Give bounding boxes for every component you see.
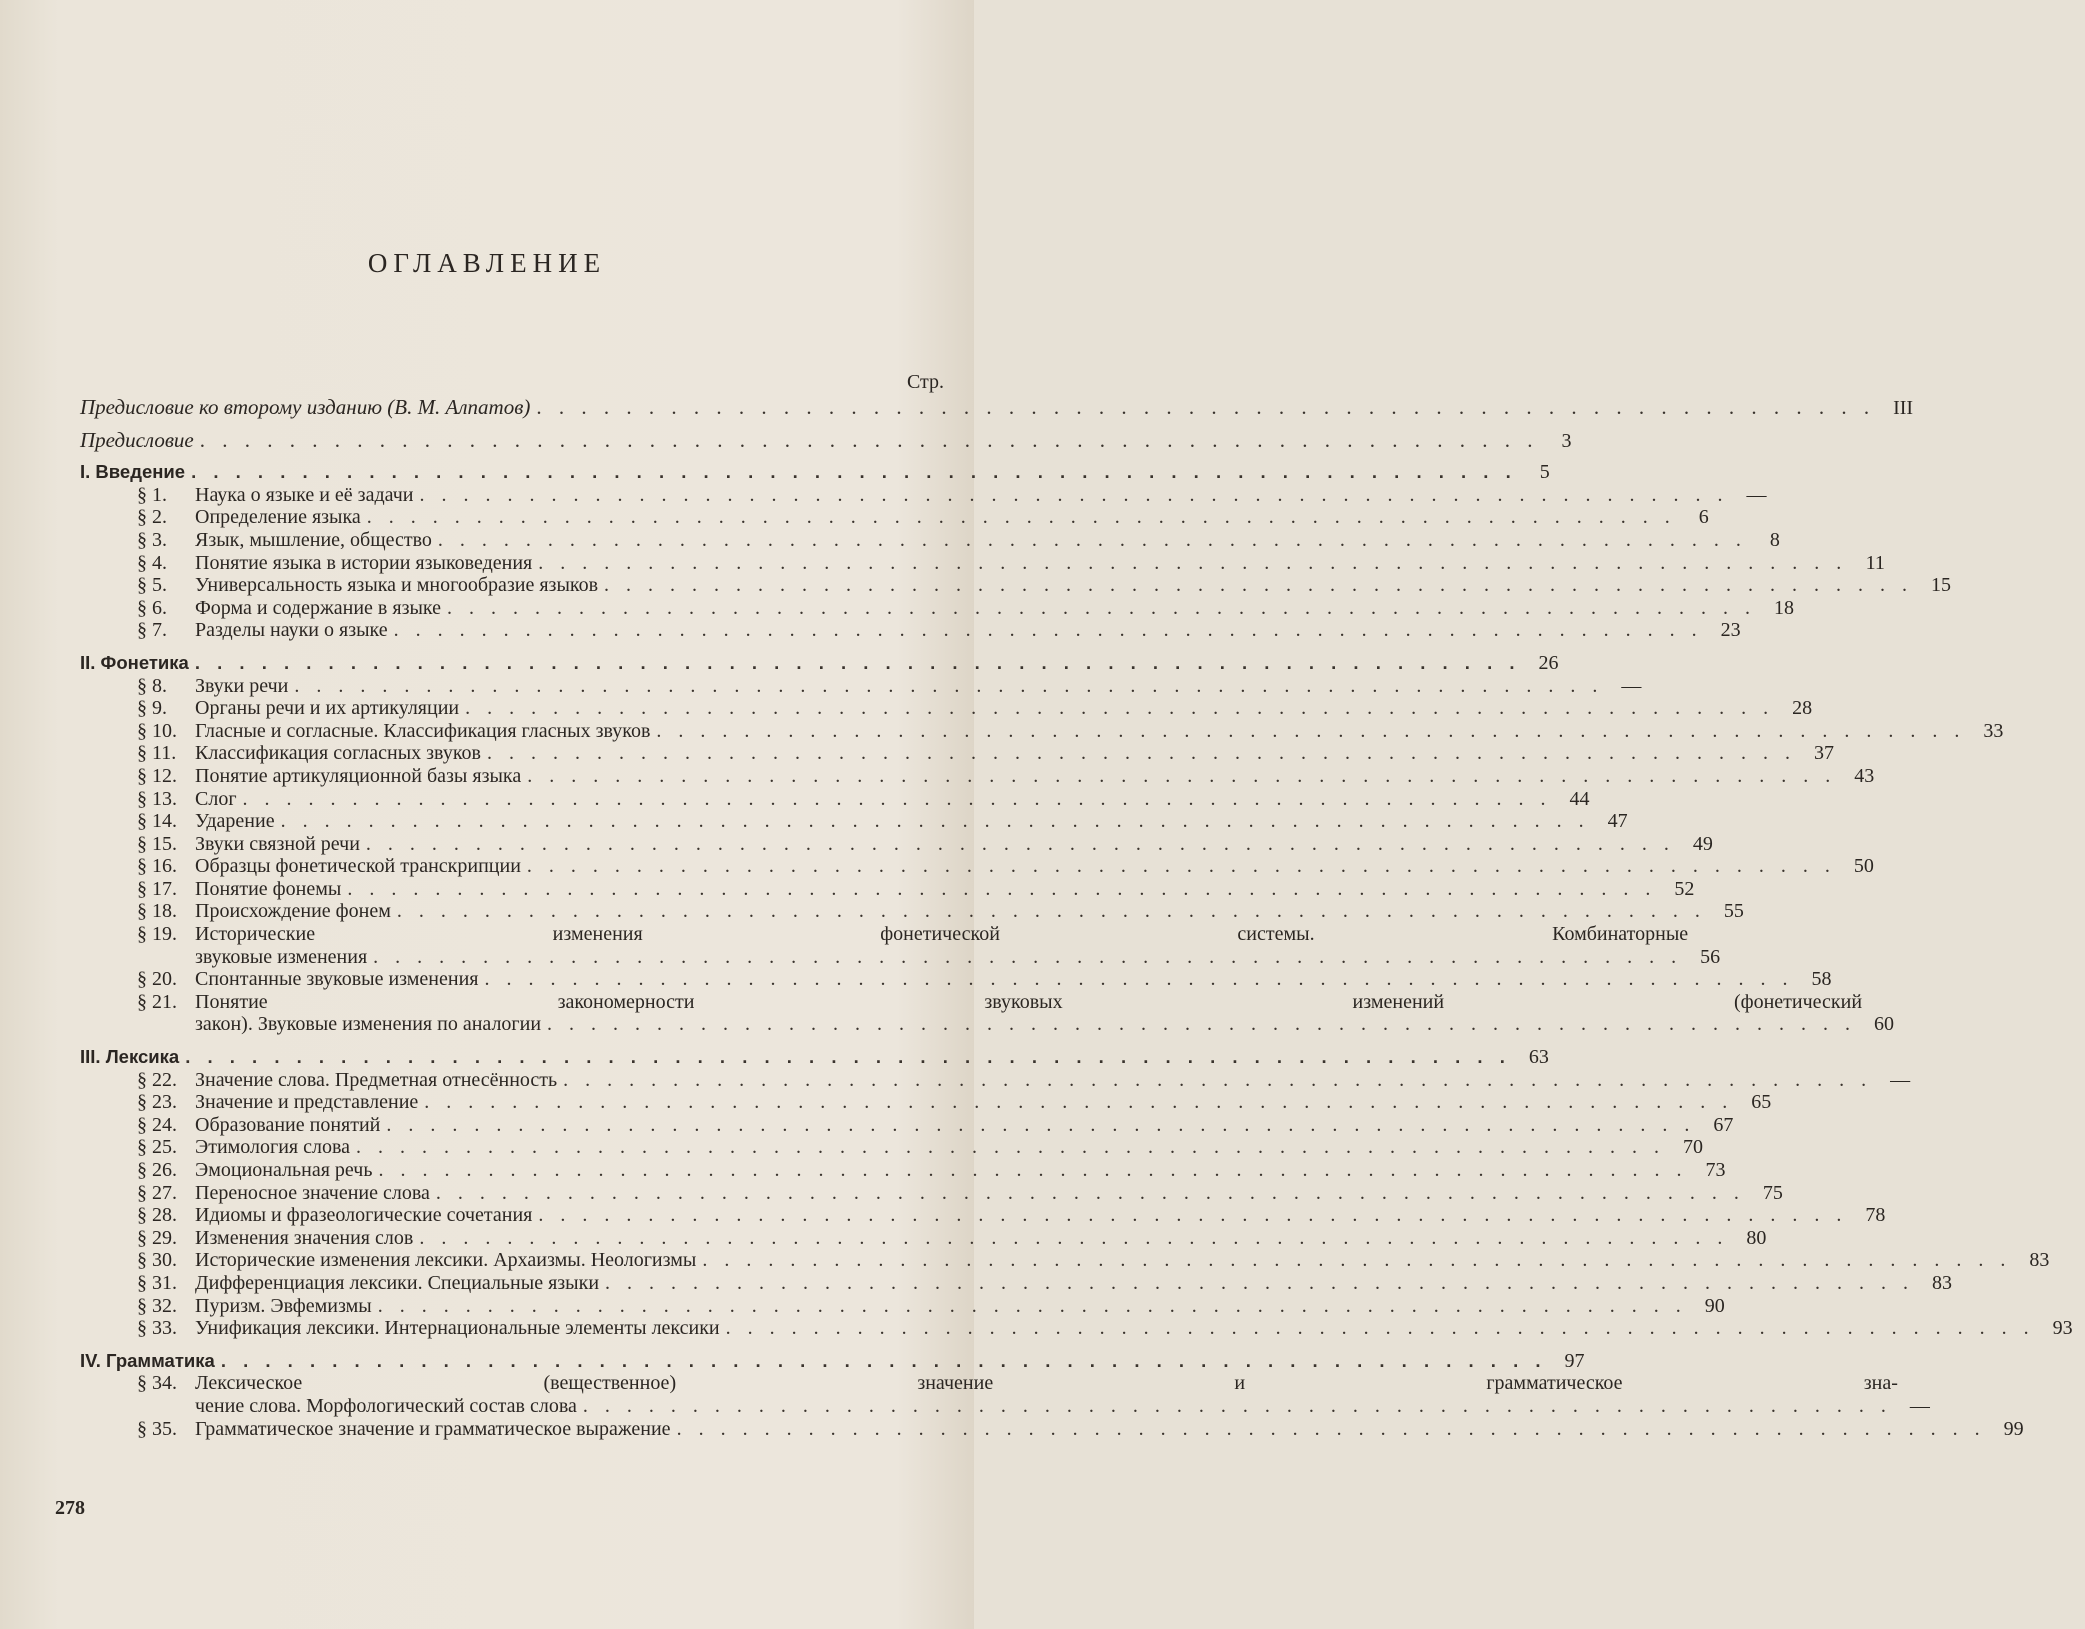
dot-leader: . . . . . . . . . . . . . . . . . . . . . . . . . . . . . . . . . . . . . . . . . . . . . . . . . . . . . . . . . . . . [447, 596, 1757, 619]
section-title: Звуки связной речи [195, 832, 360, 855]
section-page: 37 [1813, 742, 1834, 765]
chapter-page: 63 [1528, 1046, 1549, 1069]
dot-leader: . . . . . . . . . . . . . . . . . . . . . . . . . . . . . . . . . . . . . . . . . . . . . . . . . . . . . . . . . . . . [437, 528, 1747, 551]
chapter-title: I. Введение [80, 461, 186, 483]
section-number: § 25. [137, 1136, 177, 1159]
toc-section [80, 1249, 2050, 1272]
section-page: 75 [1762, 1181, 1783, 1204]
dot-leader: . . . . . . . . . . . . . . . . . . . . . . . . . . . . . . . . . . . . . . . . . . . . . . . . . . . . . . . . . . . . [373, 945, 1683, 968]
toc-chapter [80, 1046, 1549, 1069]
dot-leader: . . . . . . . . . . . . . . . . . . . . . . . . . . . . . . . . . . . . . . . . . . . . . . . . . . . . . . . . . . . . [604, 574, 1914, 597]
chapter-page: 97 [1564, 1349, 1585, 1372]
dot-leader: . . . . . . . . . . . . . . . . . . . . . . . . . . . . . . . . . . . . . . . . . . . . . . . . . . . . . . . . . . . . [242, 787, 1552, 810]
section-number: § 23. [137, 1091, 177, 1114]
section-number: § 5. [137, 574, 167, 597]
dot-leader: . . . . . . . . . . . . . . . . . . . . . . . . . . . . . . . . . . . . . . . . . . . . . . . . . . . . . . . . . . . . [347, 877, 1657, 900]
section-title: Понятие артикуляционной базы языка [195, 764, 522, 787]
toc-section [80, 697, 1813, 720]
section-title: Слог [195, 787, 237, 810]
toc-section [80, 1181, 1783, 1205]
section-title: Изменения значения слов [195, 1226, 414, 1249]
section-number: § 33. [137, 1317, 177, 1340]
section-page: — [1890, 1068, 1911, 1091]
toc-section [80, 1226, 1767, 1250]
section-title-line: звуковые изменения [195, 945, 368, 968]
section-number: § 29. [137, 1226, 177, 1249]
section-title-line: Понятие закономерности звуковых изменений (фонетический [195, 990, 1863, 1013]
section-page: 80 [1746, 1226, 1767, 1249]
dot-leader: . . . . . . . . . . . . . . . . . . . . . . . . . . . . . . . . . . . . . . . . . . . . . . . . . . . . . . . . . . . . [393, 619, 1703, 642]
section-page: 83 [1932, 1271, 1953, 1294]
section-title-line: Лексическое (вещественное) значение и грамматическое зна- [195, 1372, 1898, 1395]
section-number: § 16. [137, 855, 177, 878]
section-page: 44 [1569, 787, 1590, 810]
toc-section [80, 1317, 2073, 1340]
chapter-title: III. Лексика [80, 1046, 180, 1068]
dot-leader: . . . . . . . . . . . . . . . . . . . . . . . . . . . . . . . . . . . . . . . . . . . . . . . . . . . . . . . . . . . . [294, 674, 1604, 697]
section-page: 70 [1683, 1136, 1704, 1159]
section-page: 49 [1692, 832, 1713, 855]
section-number: § 12. [137, 764, 177, 787]
toc-section [80, 619, 1741, 642]
section-page: 93 [2052, 1317, 2073, 1340]
section-title: Значение и представление [195, 1091, 419, 1114]
toc-section [80, 900, 1744, 923]
section-page: 58 [1811, 968, 1832, 991]
toc-section [80, 968, 1832, 991]
section-title: Гласные и согласные. Классификация гласных звуков [195, 719, 651, 742]
section-page: 43 [1854, 764, 1875, 787]
section-title: Ударение [195, 810, 275, 833]
section-number: § 32. [137, 1294, 177, 1317]
section-page: 50 [1853, 855, 1874, 878]
toc-section [80, 742, 1834, 765]
section-number: § 6. [137, 596, 167, 619]
section-title-block [195, 923, 1732, 968]
section-number: § 28. [137, 1204, 177, 1227]
toc-section [80, 923, 1721, 968]
section-title: Происхождение фонем [195, 900, 391, 923]
section-title: Этимология слова [195, 1136, 351, 1159]
section-title: Форма и содержание в языке [195, 596, 442, 619]
section-title-line-last [195, 1013, 1906, 1036]
toc-chapter [80, 461, 1550, 484]
section-number: § 13. [137, 787, 177, 810]
dot-leader: . . . . . . . . . . . . . . . . . . . . . . . . . . . . . . . . . . . . . . . . . . . . . . . . . . . . . . . . . . . . [386, 1113, 1696, 1136]
section-number: § 21. [137, 990, 177, 1013]
entry-page: 3 [1561, 429, 1572, 452]
section-title: Грамматическое значение и грамматическое выражение [195, 1417, 671, 1440]
dot-leader: . . . . . . . . . . . . . . . . . . . . . . . . . . . . . . . . . . . . . . . . . . . . . . . . . . . . . . . . . . . . [547, 1013, 1857, 1036]
entry-title: Предисловие [80, 427, 194, 452]
section-title-block [195, 991, 1906, 1036]
chapter-page: 5 [1539, 461, 1550, 484]
toc-section [80, 1271, 1953, 1295]
section-title: Понятие фонемы [195, 877, 342, 900]
toc-section [80, 1417, 2024, 1441]
section-title: Образцы фонетической транскрипции [195, 855, 521, 878]
section-number: § 8. [137, 674, 167, 697]
dot-leader: . . . . . . . . . . . . . . . . . . . . . . . . . . . . . . . . . . . . . . . . . . . . . . . . . . . . . . . . . . . . [676, 1417, 1986, 1440]
dot-leader: . . . . . . . . . . . . . . . . . . . . . . . . . . . . . . . . . . . . . . . . . . . . . . . . . . . . . . . . . . . . [191, 461, 1517, 483]
section-page: 67 [1713, 1113, 1734, 1136]
pages-column-label: Стр. [906, 371, 944, 393]
toc-section [80, 1136, 1704, 1159]
section-title: Разделы науки о языке [195, 619, 388, 642]
section-number: § 18. [137, 900, 177, 923]
toc-section [80, 528, 1780, 552]
section-title: Звуки речи [195, 674, 289, 697]
section-title: Универсальность языка и многообразие языков [195, 574, 599, 597]
section-number: § 17. [137, 877, 177, 900]
toc-section [80, 551, 1885, 575]
dot-leader: . . . . . . . . . . . . . . . . . . . . . . . . . . . . . . . . . . . . . . . . . . . . . . . . . . . . . . . . . . . . [435, 1181, 1745, 1204]
dot-leader: . . . . . . . . . . . . . . . . . . . . . . . . . . . . . . . . . . . . . . . . . . . . . . . . . . . . . . . . . . . . [185, 1046, 1511, 1068]
section-number: § 27. [137, 1181, 177, 1204]
section-title: Переносное значение слова [195, 1181, 430, 1204]
dot-leader: . . . . . . . . . . . . . . . . . . . . . . . . . . . . . . . . . . . . . . . . . . . . . . . . . . . . . . . . . . . . [194, 651, 1521, 673]
toc-section [80, 1204, 1886, 1227]
page-number: 278 [55, 1497, 85, 1519]
section-page: 78 [1865, 1204, 1886, 1227]
section-title-line-last [195, 1395, 1942, 1418]
entry-title: Предисловие ко второму изданию (В. М. Алпатов) [80, 395, 531, 419]
dot-leader: . . . . . . . . . . . . . . . . . . . . . . . . . . . . . . . . . . . . . . . . . . . . . . . . . . . . . . . . . . . . [280, 810, 1590, 833]
dot-leader: . . . . . . . . . . . . . . . . . . . . . . . . . . . . . . . . . . . . . . . . . . . . . . . . . . . . . . . . . . . . [465, 697, 1775, 720]
section-number: § 10. [137, 719, 177, 742]
toc-section [80, 764, 1875, 788]
section-page: 8 [1769, 528, 1780, 551]
dot-leader: . . . . . . . . . . . . . . . . . . . . . . . . . . . . . . . . . . . . . . . . . . . . . . . . . . . . . . . . . . . . [484, 968, 1794, 991]
section-title-block [195, 1372, 1942, 1417]
toc-section [80, 832, 1713, 856]
section-page: 55 [1723, 900, 1744, 923]
section-page: 60 [1874, 1013, 1895, 1036]
toc-section [80, 506, 1709, 529]
section-page: 52 [1674, 877, 1695, 900]
toc-section [80, 674, 1642, 698]
section-number: § 24. [137, 1113, 177, 1136]
chapter-title: IV. Грамматика [80, 1349, 215, 1371]
dot-leader: . . . . . . . . . . . . . . . . . . . . . . . . . . . . . . . . . . . . . . . . . . . . . . . . . . . . . . . . . . . . [526, 855, 1836, 878]
section-title: Значение слова. Предметная отнесённость [195, 1068, 558, 1091]
section-title-line-last [195, 946, 1732, 969]
section-title: Определение языка [195, 506, 361, 529]
section-number: § 26. [137, 1159, 177, 1181]
section-page: 90 [1704, 1294, 1725, 1317]
toc-front-entry [80, 395, 1914, 419]
section-page: — [1909, 1394, 1930, 1417]
toc-section [80, 787, 1590, 811]
dot-leader: . . . . . . . . . . . . . . . . . . . . . . . . . . . . . . . . . . . . . . . . . . . . . . . . . . . . . . . . . . . . [366, 506, 1676, 529]
section-page: 56 [1700, 945, 1721, 968]
toc-chapter [80, 1349, 1585, 1373]
section-page: 33 [1983, 719, 2004, 742]
toc-section [80, 719, 2004, 743]
section-page: 73 [1705, 1159, 1726, 1181]
section-number: § 2. [137, 506, 167, 529]
dot-leader: . . . . . . . . . . . . . . . . . . . . . . . . . . . . . . . . . . . . . . . . . . . . . . . . . . . . . . . . . . . . [605, 1271, 1915, 1294]
dot-leader: . . . . . . . . . . . . . . . . . . . . . . . . . . . . . . . . . . . . . . . . . . . . . . . . . . . . . . . . . . . . [486, 742, 1796, 765]
toc-section [80, 990, 1895, 1036]
section-page: 11 [1865, 551, 1885, 574]
dot-leader: . . . . . . . . . . . . . . . . . . . . . . . . . . . . . . . . . . . . . . . . . . . . . . . . . . . . . . . . . . . . [725, 1317, 2035, 1340]
toc-section [80, 1113, 1734, 1137]
toc-section [80, 1091, 1772, 1114]
toc-front-entry [80, 427, 1572, 452]
section-page: 28 [1792, 697, 1813, 720]
section-title: Идиомы и фразеологические сочетания [195, 1204, 533, 1227]
section-number: § 7. [137, 619, 167, 642]
toc-section [80, 810, 1628, 833]
section-number: § 1. [137, 483, 167, 506]
toc-section [80, 483, 1767, 507]
section-title: Спонтанные звуковые изменения [195, 968, 479, 991]
chapter-title: II. Фонетика [80, 651, 189, 673]
dot-leader: . . . . . . . . . . . . . . . . . . . . . . . . . . . . . . . . . . . . . . . . . . . . . . . . . . . . . . . . . . . . [538, 1204, 1848, 1227]
dot-leader: . . . . . . . . . . . . . . . . . . . . . . . . . . . . . . . . . . . . . . . . . . . . . . . . . . . . . . . . . . . . [377, 1294, 1687, 1317]
section-title: Образование понятий [195, 1113, 381, 1136]
dot-leader: . . . . . . . . . . . . . . . . . . . . . . . . . . . . . . . . . . . . . . . . . . . . . . . . . . . . . . . . . . . . [396, 900, 1706, 923]
section-page: 65 [1751, 1091, 1772, 1114]
page-title: ОГЛАВЛЕНИЕ [367, 248, 607, 278]
section-number: § 4. [137, 551, 167, 574]
toc-chapter [80, 651, 1559, 675]
section-page: — [1746, 483, 1767, 506]
section-title: Эмоциональная речь [195, 1159, 373, 1181]
section-page: 23 [1720, 619, 1741, 642]
section-title: Наука о языке и её задачи [195, 483, 414, 506]
chapter-page: 26 [1538, 651, 1559, 674]
section-number: § 3. [137, 528, 167, 551]
dot-leader: . . . . . . . . . . . . . . . . . . . . . . . . . . . . . . . . . . . . . . . . . . . . . . . . . . . . . . . . . . . . [536, 395, 1876, 419]
toc-section [80, 574, 1952, 597]
section-number: § 11. [137, 742, 177, 765]
section-title: Исторические изменения лексики. Архаизмы. Неологизмы [195, 1249, 697, 1272]
entry-page: III [1893, 397, 1914, 419]
dot-leader: . . . . . . . . . . . . . . . . . . . . . . . . . . . . . . . . . . . . . . . . . . . . . . . . . . . . . . . . . . . . [563, 1068, 1873, 1091]
section-number: § 34. [137, 1372, 177, 1395]
dot-leader: . . . . . . . . . . . . . . . . . . . . . . . . . . . . . . . . . . . . . . . . . . . . . . . . . . . . . . . . . . . . [419, 1226, 1729, 1249]
section-title: Пуризм. Эвфемизмы [195, 1294, 372, 1317]
section-page: 6 [1698, 506, 1709, 529]
section-number: § 15. [137, 832, 177, 855]
section-title: Унификация лексики. Интернациональные элементы лексики [195, 1317, 720, 1340]
dot-leader: . . . . . . . . . . . . . . . . . . . . . . . . . . . . . . . . . . . . . . . . . . . . . . . . . . . . . . . . . . . . [378, 1159, 1688, 1181]
section-title: Классификация согласных звуков [195, 742, 481, 765]
section-title-line: Исторические изменения фонетической системы. Комбинаторные [195, 923, 1689, 946]
section-number: § 19. [137, 923, 177, 946]
section-number: § 9. [137, 697, 167, 720]
dot-leader: . . . . . . . . . . . . . . . . . . . . . . . . . . . . . . . . . . . . . . . . . . . . . . . . . . . . . . . . . . . . [702, 1249, 2012, 1272]
section-page: 15 [1931, 574, 1952, 597]
section-page: 83 [2029, 1249, 2050, 1272]
toc-section [80, 855, 1874, 878]
table-of-contents [80, 395, 2073, 1440]
section-title-line: закон). Звуковые изменения по аналогии [195, 1013, 542, 1036]
section-page: 18 [1774, 596, 1795, 619]
dot-leader: . . . . . . . . . . . . . . . . . . . . . . . . . . . . . . . . . . . . . . . . . . . . . . . . . . . . . . . . . . . . [365, 832, 1675, 855]
dot-leader: . . . . . . . . . . . . . . . . . . . . . . . . . . . . . . . . . . . . . . . . . . . . . . . . . . . . . . . . . . . . [199, 427, 1539, 452]
section-title: Понятие языка в истории языковедения [195, 551, 533, 574]
dot-leader: . . . . . . . . . . . . . . . . . . . . . . . . . . . . . . . . . . . . . . . . . . . . . . . . . . . . . . . . . . . . [419, 483, 1729, 506]
section-number: § 20. [137, 968, 177, 991]
dot-leader: . . . . . . . . . . . . . . . . . . . . . . . . . . . . . . . . . . . . . . . . . . . . . . . . . . . . . . . . . . . . [582, 1394, 1892, 1417]
section-title-line: чение слова. Морфологический состав слова [195, 1394, 577, 1417]
toc-section [80, 1372, 1930, 1417]
section-number: § 22. [137, 1068, 177, 1091]
dot-leader: . . . . . . . . . . . . . . . . . . . . . . . . . . . . . . . . . . . . . . . . . . . . . . . . . . . . . . . . . . . . [356, 1136, 1666, 1159]
dot-leader: . . . . . . . . . . . . . . . . . . . . . . . . . . . . . . . . . . . . . . . . . . . . . . . . . . . . . . . . . . . . [424, 1091, 1734, 1114]
dot-leader: . . . . . . . . . . . . . . . . . . . . . . . . . . . . . . . . . . . . . . . . . . . . . . . . . . . . . . . . . . . . [527, 764, 1837, 787]
toc-section [80, 1068, 1911, 1092]
dot-leader: . . . . . . . . . . . . . . . . . . . . . . . . . . . . . . . . . . . . . . . . . . . . . . . . . . . . . . . . . . . . [656, 719, 1966, 742]
dot-leader: . . . . . . . . . . . . . . . . . . . . . . . . . . . . . . . . . . . . . . . . . . . . . . . . . . . . . . . . . . . . [538, 551, 1848, 574]
section-number: § 31. [137, 1271, 177, 1294]
toc-section [80, 877, 1695, 901]
section-title: Дифференциация лексики. Специальные языки [195, 1271, 600, 1294]
toc-section [80, 596, 1795, 620]
section-number: § 35. [137, 1417, 177, 1440]
toc-section [80, 1159, 1726, 1182]
section-title: Органы речи и их артикуляции [195, 697, 460, 720]
section-number: § 14. [137, 810, 177, 833]
section-page: 47 [1607, 810, 1628, 833]
section-number: § 30. [137, 1249, 177, 1272]
section-page: 99 [2003, 1417, 2024, 1440]
toc-section [80, 1294, 1725, 1318]
section-page: — [1621, 674, 1642, 697]
section-title: Язык, мышление, общество [195, 528, 432, 551]
dot-leader: . . . . . . . . . . . . . . . . . . . . . . . . . . . . . . . . . . . . . . . . . . . . . . . . . . . . . . . . . . . . [220, 1349, 1547, 1371]
